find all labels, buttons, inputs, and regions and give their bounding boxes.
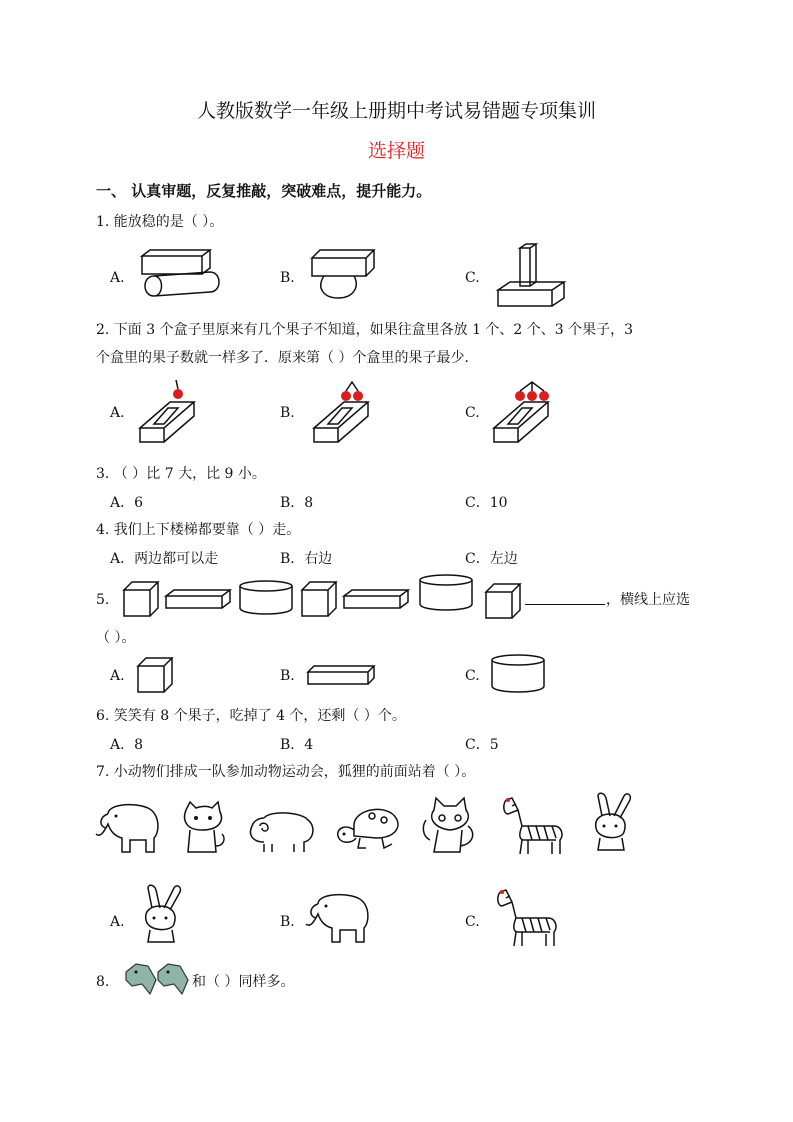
q5-answer-blank — [525, 604, 605, 605]
q2-box-three-cherries-icon — [492, 378, 552, 448]
q3-option-c: C．10 — [465, 495, 508, 511]
turtle-icon — [332, 804, 404, 854]
q7-option-c-zebra-icon — [492, 888, 562, 950]
question-5-tail: ，横线上应选 — [606, 592, 690, 608]
question-5-number: 5. — [96, 592, 110, 608]
question-2-line-2: 个盒里的果子数就一样多了．原来第（ ）个盒里的果子最少． — [96, 350, 479, 366]
q1-stacked-boxes-icon — [494, 242, 569, 310]
q6-option-c: C．5 — [465, 737, 499, 753]
section-heading: 一、 认真审题，反复推敲，突破难点，提升能力。 — [96, 182, 432, 200]
question-3: 3. （ ）比 7 大，比 9 小。 — [96, 466, 266, 482]
q1-box-on-sphere-icon — [310, 248, 380, 303]
q6-option-a: A．8 — [110, 737, 144, 753]
question-7: 7. 小动物们排成一队参加动物运动会，狐狸的前面站着（ ）。 — [96, 764, 476, 780]
q5-option-c-label: C. — [465, 668, 480, 684]
q7-option-c-label: C. — [465, 914, 480, 930]
rabbit-icon — [586, 792, 636, 858]
q2-box-one-cherry-icon — [138, 378, 198, 448]
horse-icon — [122, 962, 192, 998]
cat-icon — [180, 800, 228, 858]
fox-icon — [420, 796, 478, 858]
page-subtitle: 选择题 — [367, 140, 425, 162]
question-6: 6. 笑笑有 8 个果子，吃掉了 4 个，还剩（ ）个。 — [96, 708, 406, 724]
question-8-text: 和（ ）同样多。 — [192, 974, 295, 990]
q4-option-c: C．左边 — [465, 551, 518, 567]
q3-option-a: A．6 — [110, 495, 144, 511]
sheep-icon — [246, 810, 318, 856]
q4-option-b: B．右边 — [280, 551, 333, 567]
q2-option-c-label: C. — [465, 405, 480, 421]
q1-cylinder-under-box-icon — [138, 248, 228, 303]
q1-option-a-label: A. — [110, 270, 125, 286]
question-8-number: 8. — [96, 974, 110, 990]
elephant-icon — [94, 798, 164, 858]
q5-option-b-label: B. — [280, 668, 295, 684]
q5-option-a-label: A. — [110, 668, 125, 684]
q5-shape-sequence-icon — [122, 580, 532, 620]
q3-option-b: B．8 — [280, 495, 314, 511]
q5-cube-icon — [136, 656, 178, 694]
question-5-line-2: （ ）。 — [96, 630, 136, 646]
q1-option-b-label: B. — [280, 270, 295, 286]
question-4: 4. 我们上下楼梯都要靠（ ）走。 — [96, 522, 301, 538]
q2-option-a-label: A. — [110, 405, 125, 421]
q7-option-a-rabbit-icon — [136, 884, 186, 950]
page-title: 人教版数学一年级上册期中考试易错题专项集训 — [196, 100, 596, 122]
question-1: 1. 能放稳的是（ ）。 — [96, 214, 224, 230]
question-2-line-1: 2. 下面 3 个盒子里原来有几个果子不知道，如果往盒里各放 1 个、2 个、3 个果子，3 — [96, 322, 634, 338]
q7-option-b-label: B. — [280, 914, 295, 930]
q2-box-two-cherries-icon — [312, 378, 372, 448]
q7-option-a-label: A. — [110, 914, 125, 930]
q4-option-a: A．两边都可以走 — [110, 551, 219, 567]
q7-option-b-elephant-icon — [304, 888, 374, 948]
q5-cuboid-icon — [306, 664, 378, 688]
zebra-icon — [498, 796, 568, 858]
q1-option-c-label: C. — [465, 270, 480, 286]
q5-cylinder-icon — [490, 654, 548, 696]
q2-option-b-label: B. — [280, 405, 295, 421]
q6-option-b: B．4 — [280, 737, 314, 753]
